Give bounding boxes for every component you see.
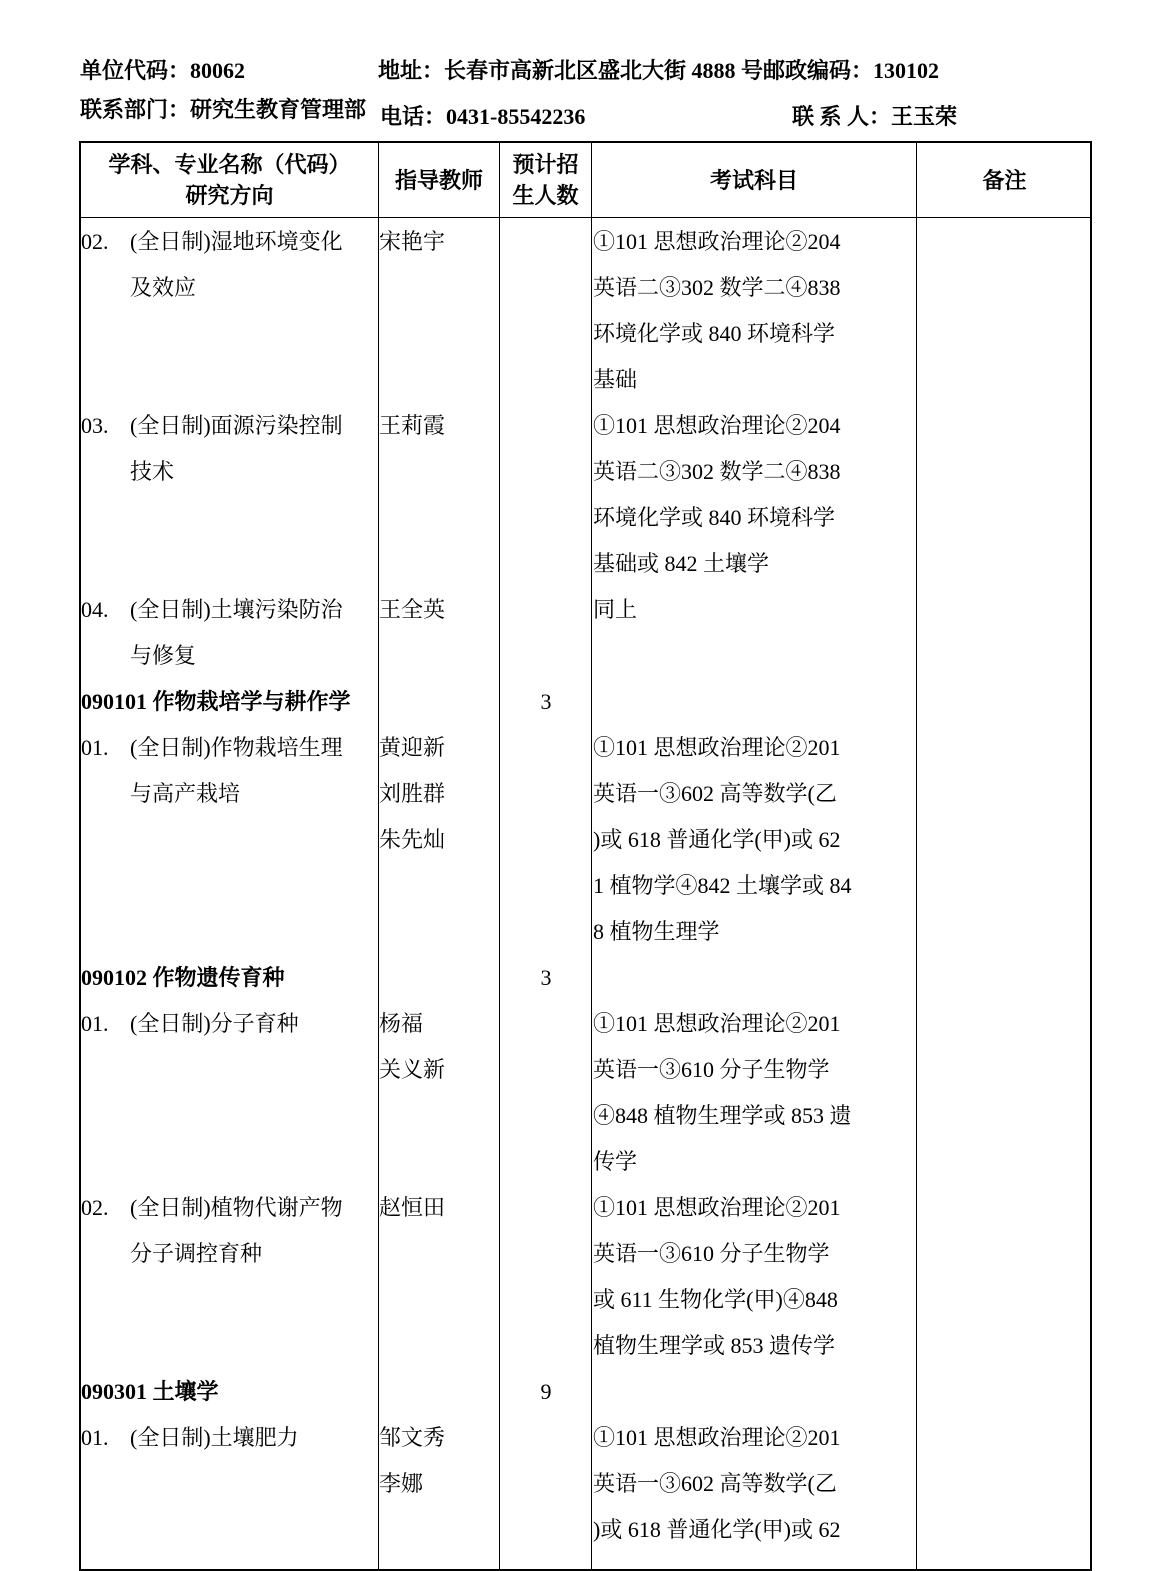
quota-value: 9 bbox=[540, 1379, 552, 1404]
contact-person: 联 系 人：王玉荣 bbox=[792, 104, 958, 129]
exam-subjects: ①101 思想政治理论②201 bbox=[593, 1011, 841, 1036]
advisor-name: 黄迎新 bbox=[379, 735, 446, 760]
advisor-name: 赵恒田 bbox=[379, 1195, 446, 1220]
exam-subjects: 英语一③610 分子生物学 bbox=[593, 1057, 830, 1082]
col-header-quota-line1: 预计招 bbox=[512, 152, 579, 177]
direction-name: (全日制)土壤污染防治 bbox=[130, 597, 343, 622]
program-table bbox=[79, 141, 1092, 1571]
section-title: 090301 土壤学 bbox=[81, 1379, 219, 1404]
exam-subjects: ①101 思想政治理论②201 bbox=[593, 1195, 841, 1220]
section-title: 090102 作物遗传育种 bbox=[81, 965, 285, 990]
column-divider bbox=[591, 143, 592, 1569]
direction-number: 02. bbox=[81, 229, 109, 254]
advisor-name: 王全英 bbox=[379, 597, 446, 622]
exam-subjects: ①101 思想政治理论②201 bbox=[593, 735, 841, 760]
direction-name: 与修复 bbox=[130, 643, 197, 668]
exam-subjects: 8 植物生理学 bbox=[593, 919, 720, 944]
exam-subjects: 基础或 842 土壤学 bbox=[593, 551, 770, 576]
column-divider bbox=[916, 143, 917, 1569]
exam-subjects: 植物生理学或 853 遗传学 bbox=[593, 1333, 836, 1358]
direction-number: 04. bbox=[81, 597, 109, 622]
exam-subjects: 环境化学或 840 环境科学 bbox=[593, 321, 836, 346]
col-header-exam bbox=[592, 143, 916, 217]
advisor-name: 王莉霞 bbox=[379, 413, 446, 438]
phone: 电话：0431-85542236 bbox=[380, 104, 586, 129]
advisor-name: 宋艳宇 bbox=[379, 229, 446, 254]
direction-name: 及效应 bbox=[130, 275, 197, 300]
exam-subjects: 英语一③602 高等数学(乙 bbox=[593, 1471, 837, 1496]
direction-name: (全日制)分子育种 bbox=[130, 1011, 299, 1036]
address: 地址：长春市高新北区盛北大街 4888 号邮政编码：130102 bbox=[378, 58, 940, 83]
direction-number: 03. bbox=[81, 413, 109, 438]
direction-number: 01. bbox=[81, 1425, 109, 1450]
col-header-exam-label: 考试科目 bbox=[709, 167, 798, 193]
advisor-name: 李娜 bbox=[379, 1471, 424, 1496]
direction-name: 技术 bbox=[130, 459, 175, 484]
exam-subjects: 同上 bbox=[593, 597, 638, 622]
direction-name: 分子调控育种 bbox=[130, 1241, 263, 1266]
direction-name: (全日制)作物栽培生理 bbox=[130, 735, 343, 760]
advisor-name: 朱先灿 bbox=[379, 827, 446, 852]
exam-subjects: )或 618 普通化学(甲)或 62 bbox=[593, 1517, 841, 1542]
direction-number: 01. bbox=[81, 1011, 109, 1036]
exam-subjects: )或 618 普通化学(甲)或 62 bbox=[593, 827, 841, 852]
direction-name: (全日制)面源污染控制 bbox=[130, 413, 343, 438]
exam-subjects: 英语二③302 数学二④838 bbox=[593, 275, 841, 300]
direction-name: (全日制)土壤肥力 bbox=[130, 1425, 299, 1450]
col-header-note-label: 备注 bbox=[982, 167, 1027, 193]
exam-subjects: 英语二③302 数学二④838 bbox=[593, 459, 841, 484]
contact-department: 联系部门：研究生教育管理部 bbox=[80, 97, 367, 122]
quota-value: 3 bbox=[540, 689, 552, 714]
direction-name: 与高产栽培 bbox=[130, 781, 241, 806]
column-divider bbox=[499, 143, 500, 1569]
col-header-subject bbox=[81, 143, 378, 217]
exam-subjects: ①101 思想政治理论②204 bbox=[593, 229, 841, 254]
header-divider bbox=[81, 217, 1090, 218]
exam-subjects: 基础 bbox=[593, 367, 638, 392]
advisor-name: 邹文秀 bbox=[379, 1425, 446, 1450]
direction-name: (全日制)湿地环境变化 bbox=[130, 229, 343, 254]
exam-subjects: 英语一③602 高等数学(乙 bbox=[593, 781, 837, 806]
exam-subjects: ④848 植物生理学或 853 遗 bbox=[593, 1103, 852, 1128]
col-header-quota-line2: 生人数 bbox=[512, 183, 579, 208]
col-header-quota bbox=[500, 143, 591, 217]
exam-subjects: 传学 bbox=[593, 1149, 638, 1174]
quota-value: 3 bbox=[540, 965, 552, 990]
advisor-name: 刘胜群 bbox=[379, 781, 446, 806]
section-title: 090101 作物栽培学与耕作学 bbox=[81, 689, 351, 714]
exam-subjects: 1 植物学④842 土壤学或 84 bbox=[593, 873, 852, 898]
direction-name: (全日制)植物代谢产物 bbox=[130, 1195, 343, 1220]
exam-subjects: ①101 思想政治理论②201 bbox=[593, 1425, 841, 1450]
col-header-subject-line2: 研究方向 bbox=[185, 183, 274, 208]
direction-number: 02. bbox=[81, 1195, 109, 1220]
exam-subjects: ①101 思想政治理论②204 bbox=[593, 413, 841, 438]
col-header-note bbox=[917, 143, 1092, 217]
col-header-subject-line1: 学科、专业名称（代码） bbox=[108, 152, 351, 177]
col-header-advisor-label: 指导教师 bbox=[394, 167, 483, 193]
unit-code: 单位代码：80062 bbox=[80, 58, 246, 83]
exam-subjects: 环境化学或 840 环境科学 bbox=[593, 505, 836, 530]
exam-subjects: 英语一③610 分子生物学 bbox=[593, 1241, 830, 1266]
advisor-name: 关义新 bbox=[379, 1057, 446, 1082]
direction-number: 01. bbox=[81, 735, 109, 760]
exam-subjects: 或 611 生物化学(甲)④848 bbox=[593, 1287, 838, 1312]
advisor-name: 杨福 bbox=[379, 1011, 424, 1036]
col-header-advisor bbox=[379, 143, 499, 217]
